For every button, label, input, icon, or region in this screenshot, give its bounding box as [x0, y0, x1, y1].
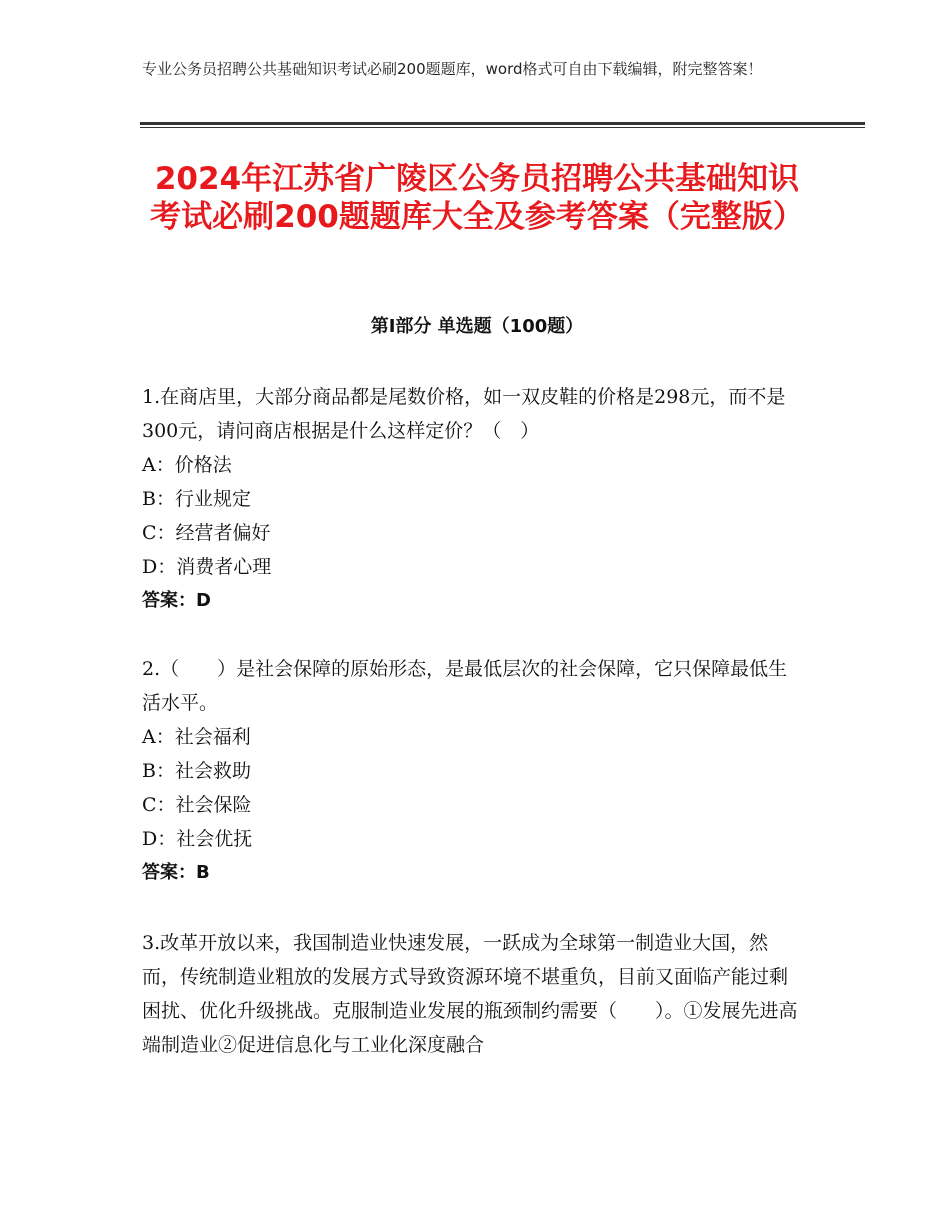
- answer: 答案：D: [142, 590, 211, 611]
- header-note: 专业公务员招聘公共基础知识考试必刷200题题库，word格式可自由下载编辑，附完整答案！: [142, 60, 763, 78]
- option-d: D：社会优抚: [142, 828, 253, 850]
- option-b: B：行业规定: [142, 488, 251, 510]
- option-c: C：经营者偏好: [142, 522, 271, 544]
- question-stem: 2.（ ）是社会保障的原始形态，是最低层次的社会保障，它只保障最低生活水平。: [142, 658, 788, 714]
- option-c: C：社会保险: [142, 794, 252, 816]
- question-1: [142, 380, 802, 618]
- header-divider-thin: [140, 127, 865, 128]
- section-title: 第Ⅰ部分 单选题（100题）: [370, 316, 584, 337]
- option-d: D：消费者心理: [142, 556, 272, 578]
- document-title: 2024年江苏省广陵区公务员招聘公共基础知识考试必刷200题题库大全及参考答案（完整版）: [150, 161, 804, 235]
- question-2: [142, 652, 802, 890]
- answer: 答案：B: [142, 862, 210, 883]
- question-stem: 3.改革开放以来，我国制造业快速发展，一跃成为全球第一制造业大国，然而，传统制造业粗放的发展方式导致资源环境不堪重负，目前又面临产能过剩困扰、优化升级挑战。克服制造业发展的瓶颈制约需要（ ）。①发展先进高端制造业②促进信息化与工业化深度融合: [142, 932, 798, 1056]
- option-a: A：价格法: [142, 454, 232, 476]
- option-b: B：社会救助: [142, 760, 251, 782]
- question-stem: 1.在商店里，大部分商品都是尾数价格，如一双皮鞋的价格是298元，而不是300元，请问商店根据是什么这样定价？（ ）: [142, 386, 786, 442]
- option-a: A：社会福利: [142, 726, 251, 748]
- header-divider: [140, 122, 865, 125]
- question-3: [142, 926, 802, 1062]
